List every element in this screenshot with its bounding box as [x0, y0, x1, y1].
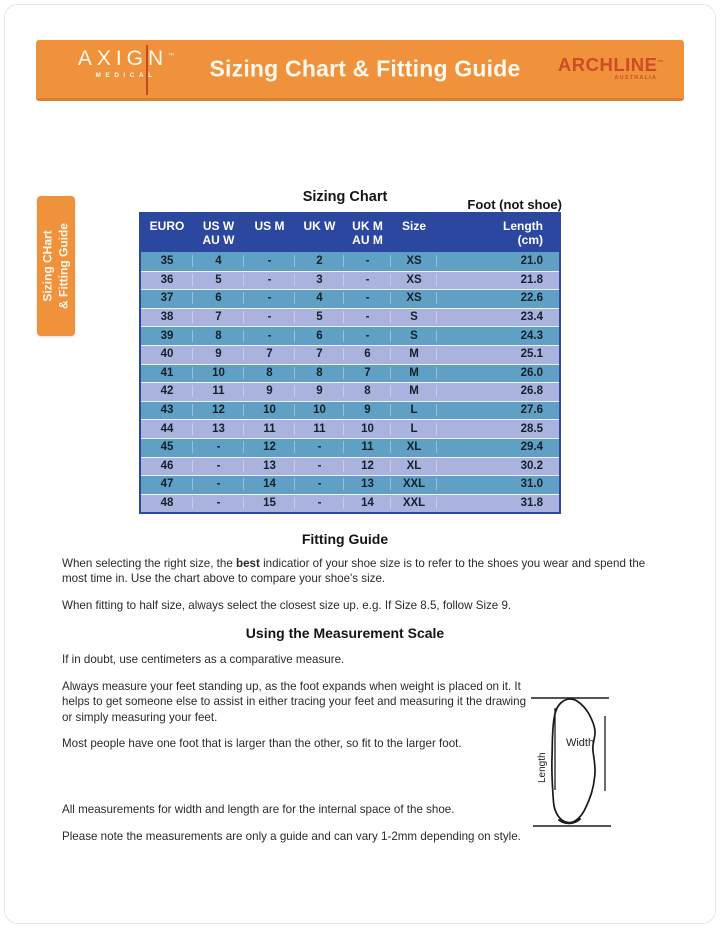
- archline-tm: ™: [657, 59, 664, 66]
- table-cell: 8: [193, 330, 244, 342]
- sizing-table: [139, 212, 561, 514]
- column-header-us-w: US W AU W: [202, 219, 235, 248]
- table-cell: M: [391, 348, 437, 360]
- foot-outline: [552, 699, 595, 823]
- table-cell: 45: [141, 441, 193, 453]
- table-header-row: [141, 214, 559, 252]
- table-cell: XL: [391, 441, 437, 453]
- table-cell: 12: [193, 404, 244, 416]
- table-row: [141, 308, 559, 327]
- table-cell: M: [391, 385, 437, 397]
- table-cell: 15: [244, 497, 295, 509]
- table-cell: 7: [193, 311, 244, 323]
- table-cell: XS: [391, 274, 437, 286]
- table-cell: 5: [295, 311, 344, 323]
- measurement-paragraph-1: If in doubt, use centimeters as a comparative measure.: [62, 653, 345, 666]
- axign-logo: [60, 47, 192, 79]
- table-body: [141, 252, 559, 512]
- archline-brand-sub: AUSTRALIA: [614, 75, 657, 81]
- length-label: Length: [537, 752, 548, 783]
- table-row: [141, 419, 559, 438]
- table-cell: 10: [193, 367, 244, 379]
- table-cell: -: [344, 255, 391, 267]
- measurement-paragraph-5: Please note the measurements are only a guide and can vary 1-2mm depending on style.: [62, 830, 521, 843]
- table-cell: 26.8: [520, 385, 543, 398]
- table-cell: 28.5: [520, 422, 543, 435]
- table-cell: 7: [295, 348, 344, 360]
- fitting-guide-paragraph-2: When fitting to half size, always select the closest size up. e.g. If Size 8.5, follow Size 9.: [62, 599, 512, 612]
- table-row: [141, 364, 559, 383]
- table-cell: 5: [193, 274, 244, 286]
- table-cell: XXL: [391, 497, 437, 509]
- table-cell: 24.3: [520, 329, 543, 342]
- measurement-paragraph-2: Always measure your feet standing up, as the foot expands when weight is placed on it. It helps to get someone else to assist in either tracing your feet and measuring it the drawing or simply measuring your feet.: [62, 680, 527, 724]
- table-cell: L: [391, 423, 437, 435]
- table-cell: 46: [141, 460, 193, 472]
- table-cell: 29.4: [520, 441, 543, 454]
- archline-brand-name: [558, 54, 664, 76]
- table-cell: M: [391, 367, 437, 379]
- foot-not-shoe-label: Foot (not shoe): [467, 197, 562, 212]
- table-cell: 9: [193, 348, 244, 360]
- table-cell: 4: [193, 255, 244, 267]
- table-cell: 6: [295, 330, 344, 342]
- axign-tm: ™: [168, 53, 175, 59]
- measurement-paragraph-3: Most people have one foot that is larger than the other, so fit to the larger foot.: [62, 737, 462, 750]
- table-cell: 23.4: [520, 311, 543, 324]
- table-cell: 11: [295, 423, 344, 435]
- table-cell: XL: [391, 460, 437, 472]
- fitting-text: When selecting the right size, the: [62, 557, 236, 570]
- header-bar: [36, 40, 684, 101]
- table-cell: 8: [244, 367, 295, 379]
- table-cell: 48: [141, 497, 193, 509]
- chart-title: Sizing Chart: [302, 189, 388, 205]
- measurement-paragraph-4: All measurements for width and length are for the internal space of the shoe.: [62, 803, 455, 816]
- table-cell: -: [244, 330, 295, 342]
- table-cell: 11: [193, 385, 244, 397]
- table-cell: -: [193, 441, 244, 453]
- table-cell: 13: [193, 423, 244, 435]
- axign-text: AXIGN: [77, 47, 169, 70]
- table-row: [141, 289, 559, 308]
- table-cell: 35: [141, 255, 193, 267]
- table-cell: 8: [295, 367, 344, 379]
- fitting-guide-paragraph-1: [62, 556, 648, 587]
- page-title: Sizing Chart & Fitting Guide: [209, 55, 521, 82]
- table-cell: XS: [391, 292, 437, 304]
- table-cell: 8: [344, 385, 391, 397]
- table-cell: -: [193, 460, 244, 472]
- table-cell: -: [344, 274, 391, 286]
- fitting-guide-heading: Fitting Guide: [301, 531, 389, 547]
- table-row: [141, 475, 559, 494]
- table-cell: 39: [141, 330, 193, 342]
- width-label: Width: [565, 737, 595, 749]
- table-cell: -: [244, 255, 295, 267]
- table-cell: S: [391, 311, 437, 323]
- table-cell: 25.1: [520, 348, 543, 361]
- table-cell: 10: [244, 404, 295, 416]
- table-cell: 7: [344, 367, 391, 379]
- table-cell: 37: [141, 292, 193, 304]
- table-cell: 27.6: [520, 404, 543, 417]
- table-cell: 14: [344, 497, 391, 509]
- table-row: [141, 494, 559, 513]
- column-header-length: Length (cm): [503, 219, 543, 248]
- column-header-us-m: US M: [254, 219, 285, 233]
- table-cell: 3: [295, 274, 344, 286]
- table-cell: 12: [344, 460, 391, 472]
- table-cell: 42: [141, 385, 193, 397]
- table-cell: 13: [344, 478, 391, 490]
- archline-logo: [558, 54, 664, 81]
- table-cell: 10: [295, 404, 344, 416]
- side-tab: [37, 196, 75, 336]
- measurement-heading: Using the Measurement Scale: [245, 625, 445, 641]
- table-cell: 14: [244, 478, 295, 490]
- table-cell: 36: [141, 274, 193, 286]
- table-row: [141, 326, 559, 345]
- table-row: [141, 438, 559, 457]
- table-cell: 9: [344, 404, 391, 416]
- table-cell: 9: [244, 385, 295, 397]
- table-cell: 10: [344, 423, 391, 435]
- table-cell: 21.0: [520, 255, 543, 268]
- side-tab-label: Sizing CHart & Fitting Guide: [40, 223, 70, 309]
- axign-brand-sub: MEDICAL: [95, 72, 157, 79]
- table-cell: -: [344, 311, 391, 323]
- table-cell: 9: [295, 385, 344, 397]
- axign-brand-name: [60, 47, 192, 71]
- table-cell: -: [295, 478, 344, 490]
- column-header-euro: EURO: [149, 219, 185, 233]
- table-cell: 26.0: [520, 366, 543, 379]
- table-cell: -: [344, 292, 391, 304]
- table-row: [141, 382, 559, 401]
- fitting-text-bold: best: [236, 557, 260, 570]
- table-cell: -: [244, 274, 295, 286]
- column-header-uk-w: UK W: [303, 219, 336, 233]
- table-cell: 13: [244, 460, 295, 472]
- table-cell: 11: [244, 423, 295, 435]
- table-cell: -: [344, 330, 391, 342]
- archline-text: ARCHLINE: [557, 54, 658, 75]
- table-cell: -: [244, 292, 295, 304]
- foot-measurement-diagram: [525, 688, 670, 838]
- table-row: [141, 457, 559, 476]
- table-cell: -: [193, 478, 244, 490]
- table-cell: 7: [244, 348, 295, 360]
- column-header-uk-m: UK M AU M: [352, 219, 383, 248]
- fitting-text: indicatior of your shoe size is to refer to the shoes you wear and spend the most time in. Use the chart above to compare your shoe's size.: [62, 557, 646, 586]
- table-cell: 38: [141, 311, 193, 323]
- table-cell: 47: [141, 478, 193, 490]
- table-cell: -: [193, 497, 244, 509]
- table-cell: 44: [141, 423, 193, 435]
- table-cell: 6: [193, 292, 244, 304]
- table-cell: 4: [295, 292, 344, 304]
- table-row: [141, 345, 559, 364]
- table-cell: 30.2: [520, 459, 543, 472]
- table-cell: 31.0: [520, 478, 543, 491]
- table-cell: L: [391, 404, 437, 416]
- table-cell: 21.8: [520, 273, 543, 286]
- table-row: [141, 252, 559, 271]
- table-cell: 2: [295, 255, 344, 267]
- table-cell: 43: [141, 404, 193, 416]
- table-cell: XS: [391, 255, 437, 267]
- table-cell: -: [244, 311, 295, 323]
- table-cell: 6: [344, 348, 391, 360]
- table-cell: S: [391, 330, 437, 342]
- table-cell: 22.6: [520, 292, 543, 305]
- table-cell: 11: [344, 441, 391, 453]
- table-cell: -: [295, 460, 344, 472]
- column-header-size: Size: [401, 219, 426, 233]
- table-row: [141, 401, 559, 420]
- table-row: [141, 271, 559, 290]
- table-cell: 31.8: [520, 497, 543, 510]
- table-cell: XXL: [391, 478, 437, 490]
- table-cell: 41: [141, 367, 193, 379]
- table-cell: -: [295, 497, 344, 509]
- table-cell: 12: [244, 441, 295, 453]
- table-cell: 40: [141, 348, 193, 360]
- table-cell: -: [295, 441, 344, 453]
